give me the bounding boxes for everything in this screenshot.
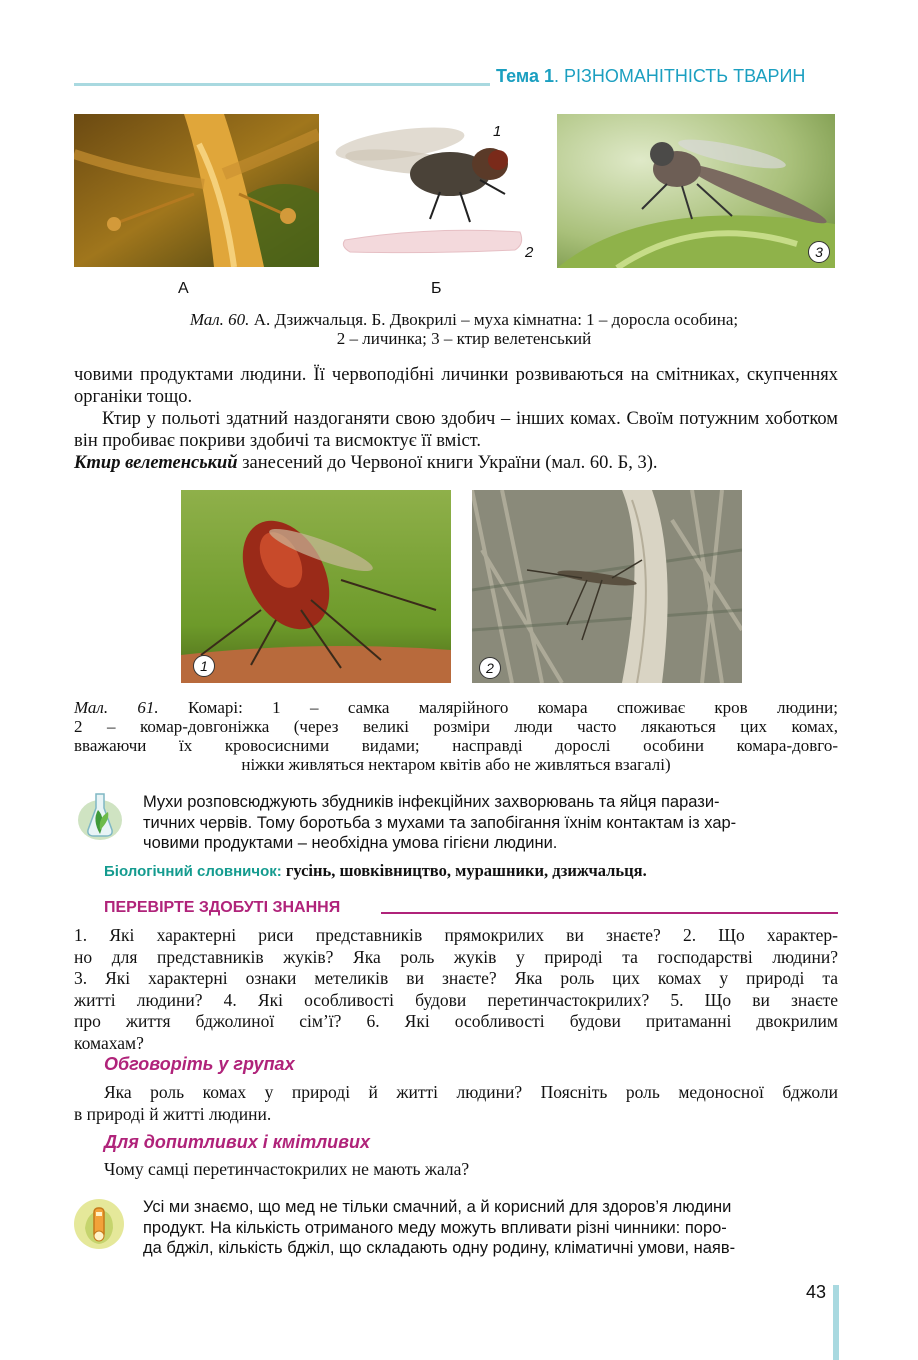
caption-61-line4: ніжки живляться нектаром квітів або не живляться взагалі) [241, 755, 671, 774]
note-flies [143, 792, 843, 854]
page-edge-bar [833, 1285, 839, 1360]
figure-number-1: 1 [493, 123, 502, 140]
note-flies-line2: тичних червів. Тому боротьба з мухами та запобігання їхнім контактам із хар- [143, 813, 737, 832]
paragraph-3 [74, 452, 838, 474]
caption-60-ref: Мал. 60. [189, 310, 250, 329]
photo-robber-fly [557, 114, 835, 268]
curious-question: Чому самці перетинчастокрилих не мають жала? [104, 1159, 470, 1179]
note-flies-line1: Мухи розповсюджують збудників інфекційних захворювань та яйця парази- [143, 793, 720, 811]
figure-number-2: 2 [525, 244, 534, 259]
figure-61-caption [74, 698, 838, 774]
figure-badge-61-1: 1 [193, 655, 215, 677]
paragraph-2-text: Ктир у польоті здатний наздоганяти свою здобич – інших комах. Своїм потужним хоботком він пробиває покриви здобичі та висмоктує її вміст. [74, 409, 838, 451]
note-honey [143, 1197, 843, 1259]
caption-61-line1: Комарі: 1 – самка малярійного комара споживає кров людини; [158, 698, 838, 717]
topic-title: . РІЗНОМАНІТНІСТЬ ТВАРИН [553, 66, 806, 86]
caption-60-line1: А. Дзижчальця. Б. Двокрилі – муха кімнатна: 1 – доросла особина; [249, 310, 739, 329]
note-honey-line3: да бджіл, кількість бджіл, що складають одну родину, кліматичні умови, наяв- [143, 1239, 736, 1257]
photo-crane-fly [472, 490, 742, 683]
check-questions [74, 925, 838, 1054]
caption-61-line3: вважаючи їх кровосисними видами; насправді дорослі особини комара-довго- [74, 736, 838, 755]
bio-dictionary [104, 861, 647, 881]
discuss-heading: Обговоріть у групах [104, 1054, 295, 1074]
discuss-text [74, 1082, 838, 1125]
figure-60-caption [84, 310, 844, 348]
topic-number: Тема 1 [496, 66, 554, 86]
check-line6: комахам? [74, 1032, 144, 1053]
label-b: Б [431, 280, 442, 297]
label-a: А [178, 280, 189, 297]
caption-60-line2: 2 – личинка; 3 – ктир велетенський [336, 329, 592, 348]
check-line3: 3. Які характерні ознаки метеликів ви знаєте? Яка роль цих комах у природі та [74, 968, 838, 988]
check-line5: про життя бджолиної сім’ї? 6. Які особливості будови притаманні двокрилим [74, 1011, 838, 1031]
check-knowledge-rule [381, 912, 838, 914]
species-name: Ктир велетенський [74, 453, 238, 473]
paragraph-1 [74, 364, 838, 408]
paragraph-2 [74, 408, 838, 452]
note-flies-line3: човими продуктами – необхідна умова гігієни людини. [143, 834, 558, 852]
header-rule [74, 83, 490, 86]
check-line2: но для представників жуків? Яка роль жуків у природі та господарстві людини? [74, 946, 838, 967]
check-line1: 1. Які характерні риси представників прямокрилих ви знаєте? 2. Що характер- [74, 925, 838, 945]
curious-heading: Для допитливих і кмітливих [104, 1132, 371, 1152]
figure-badge-3: 3 [808, 241, 830, 263]
discuss-line2: в природі й житті людини. [74, 1103, 272, 1124]
note-honey-line1: Усі ми знаємо, що мед не тільки смачний, а й корисний для здоров’я людини [143, 1198, 732, 1216]
dictionary-colon: : [276, 863, 282, 880]
caption-61-ref: Мал. 61. [74, 698, 159, 717]
paragraph-3-text: занесений до Червоної книги України (мал. 60. Б, 3). [237, 453, 658, 473]
honey-info-icon [73, 1198, 125, 1250]
note-honey-line2: продукт. На кількість отриманого меду можуть впливати різні чинники: поро- [143, 1218, 727, 1237]
figure-badge-61-2: 2 [479, 657, 501, 679]
topic-header [496, 66, 805, 87]
paragraph-1-text: човими продуктами людини. Її червоподібні личинки розвиваються на смітниках, скупченнях органіки тощо. [74, 365, 838, 407]
photo-hoverfly-closeup [74, 114, 319, 267]
dictionary-words: гусінь, шовківництво, мурашники, дзижчальця. [281, 861, 647, 880]
discuss-line1: Яка роль комах у природі й житті людини? Поясніть роль медоносної бджоли [104, 1082, 838, 1102]
page-number: 43 [806, 1282, 827, 1302]
photo-housefly-and-larva [330, 114, 540, 259]
plant-flask-icon [76, 790, 124, 842]
check-knowledge-heading: ПЕРЕВІРТЕ ЗДОБУТІ ЗНАННЯ [104, 899, 341, 916]
dictionary-label: Біологічний словничок [104, 863, 277, 880]
check-line4: житті людини? 4. Які особливості будови перетинчастокрилих? 5. Що ви знаєте [74, 989, 838, 1010]
photo-malaria-mosquito [181, 490, 451, 683]
caption-61-line2: 2 – комар-довгоніжка (через великі розміри люди часто лякаються цих комах, [74, 717, 838, 736]
